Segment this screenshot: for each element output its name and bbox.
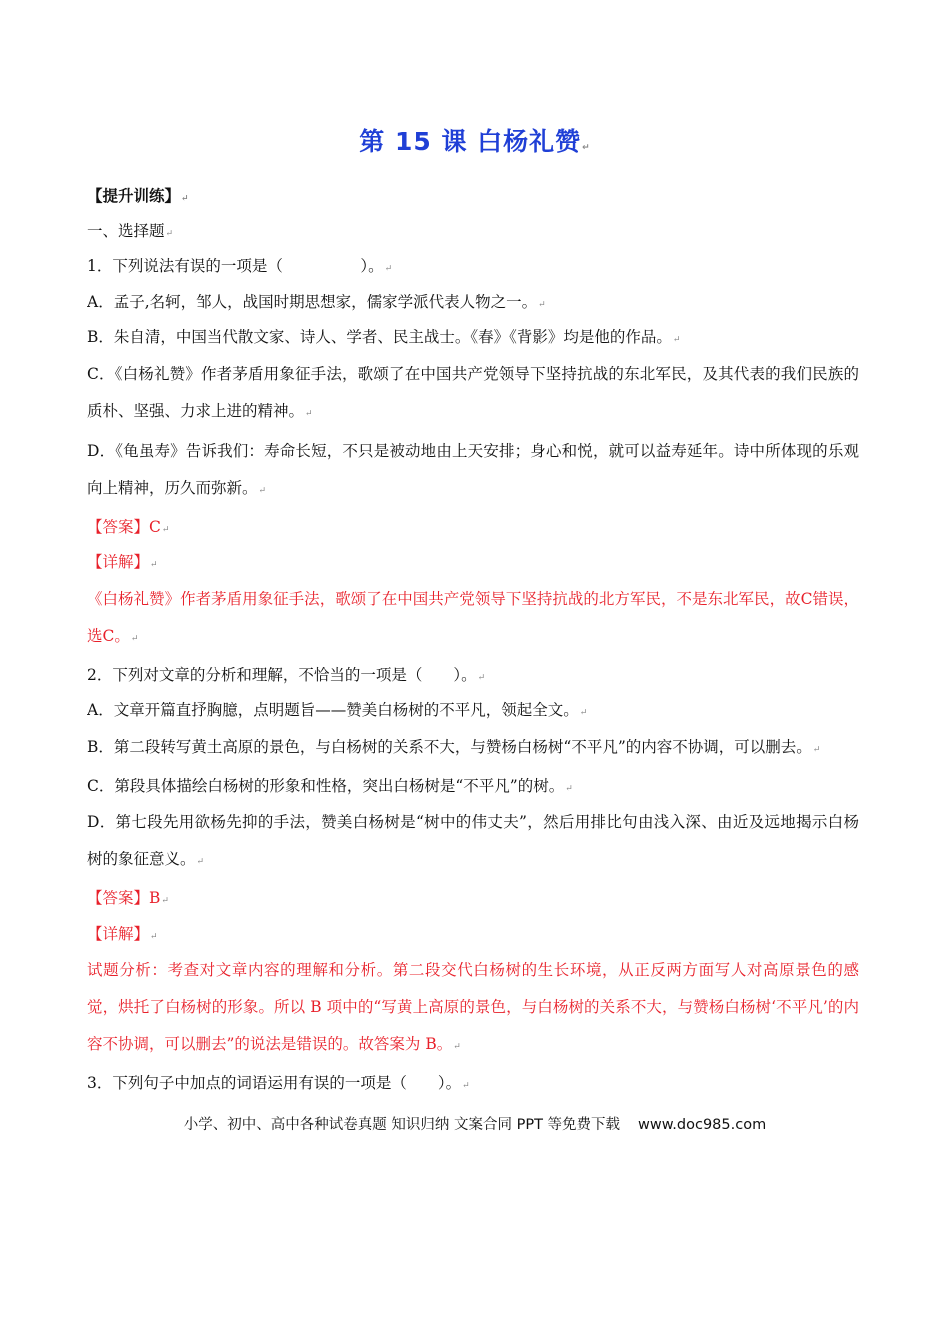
question-stem: 1．下列说法有误的一项是（ ）。↵	[87, 257, 393, 275]
question-option: C．第段具体描绘白杨树的形象和性格，突出白杨树是“不平凡”的树。↵	[87, 776, 573, 795]
detail-label: 【详解】↵	[87, 553, 158, 571]
paragraph-mark: ↵	[582, 143, 591, 153]
detail-text: 《白杨礼赞》作者茅盾用象征手法，歌颂了在中国共产党领导下坚持抗战的北方军民，不是东北军民，故C错误，选C。↵	[87, 589, 859, 645]
question-option: D．第七段先用欲杨先抑的手法，赞美白杨树是“树中的伟丈夫”，然后用排比句由浅入深、由近及远地揭示白杨树的象征意义。↵	[87, 813, 859, 868]
detail-label: 【详解】↵	[87, 924, 158, 943]
question-option: C．《白杨礼赞》作者茅盾用象征手法，歌颂了在中国共产党领导下坚持抗战的东北军民，及其代表的我们民族的质朴、坚强、力求上进的精神。↵	[87, 364, 859, 420]
footer-text: 小学、初中、高中各种试卷真题 知识归纳 文案合同 PPT 等免费下载	[183, 1117, 621, 1133]
question-stem: 2．下列对文章的分析和理解，不恰当的一项是（ ）。↵	[87, 665, 486, 684]
question-option: B．第二段转写黄土高原的景色，与白杨树的关系不大，与赞杨白杨树“不平凡”的内容不协调，可以删去。↵	[87, 737, 821, 756]
answer-label: 【答案】C↵	[87, 517, 170, 536]
question-option: D．《龟虽寿》告诉我们：寿命长短，不只是被动地由上天安排；身心和悦，就可以益寿延年。诗中所体现的乐观向上精神，历久而弥新。↵	[87, 441, 859, 497]
question-stem: 3．下列句子中加点的词语运用有误的一项是（ ）。↵	[87, 1074, 470, 1092]
page-title: 第 15 课 白杨礼赞↵	[359, 127, 591, 156]
detail-text: 试题分析：考查对文章内容的理解和分析。第二段交代白杨树的生长环境，从正反两方面写人对高原景色的感觉，烘托了白杨树的形象。所以 B 项中的“写黄上高原的景色，与白杨树的关系不大，与赞杨白杨树‘不平凡’的内容不协调，可以删去”的说法是错误的。故答案为 B。↵	[87, 961, 859, 1053]
question-option: A．文章开篇直抒胸臆，点明题旨——赞美白杨树的不平凡，领起全文。↵	[87, 701, 588, 719]
page-footer	[0, 1113, 950, 1134]
answer-label: 【答案】B↵	[87, 889, 169, 907]
question-option: A．孟子,名轲，邹人，战国时期思想家，儒家学派代表人物之一。↵	[87, 292, 546, 311]
footer-site-link[interactable]: www.doc985.com	[638, 1117, 767, 1133]
part-heading: 一、选择题↵	[87, 221, 174, 240]
document-body	[87, 178, 859, 1102]
question-option: B．朱自清，中国当代散文家、诗人、学者、民主战士。《春》《背影》均是他的作品。↵	[87, 328, 681, 346]
section-heading: 【提升训练】↵	[87, 186, 189, 205]
